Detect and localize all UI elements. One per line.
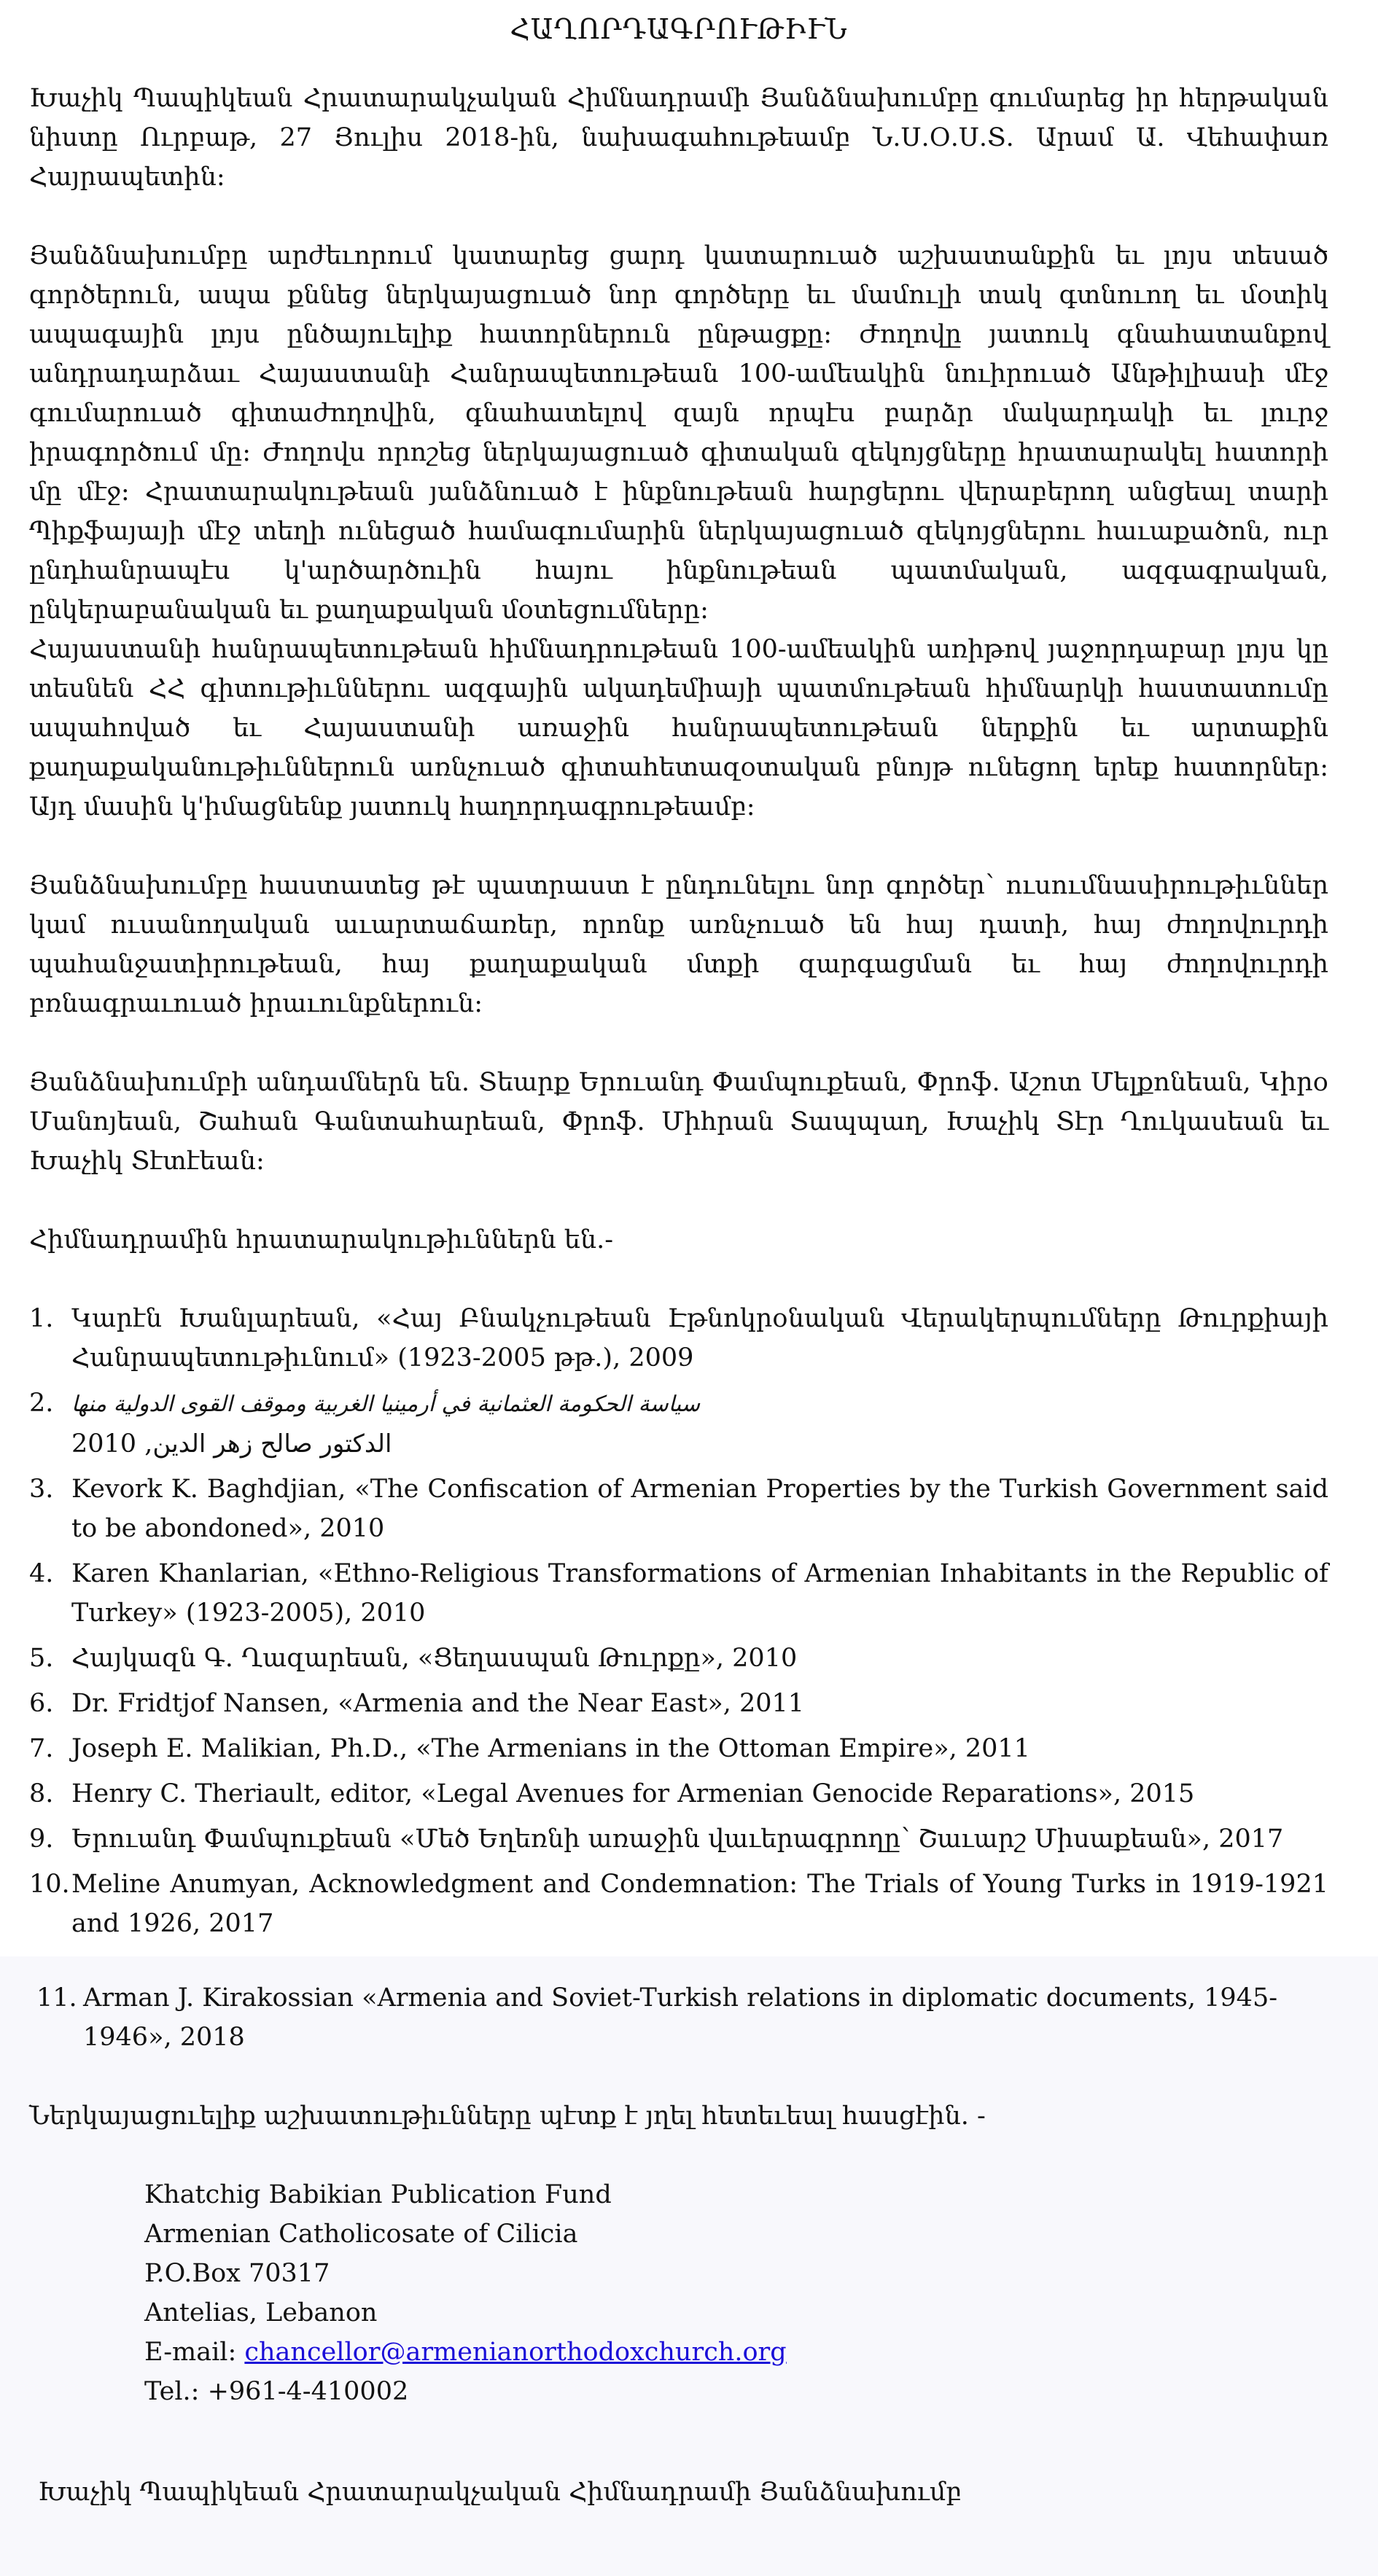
list-item <box>29 1774 1328 1814</box>
address-line-city: Antelias, Lebanon <box>144 2298 378 2327</box>
list-number: 5. <box>29 1644 54 1673</box>
list-number: 10. <box>29 1870 70 1899</box>
email-label: E-mail: <box>144 2338 245 2367</box>
signature: Խաչիկ Պապիկեան Հրատարակչական Հիմնադրամի Յանձնախումբ <box>38 2478 962 2507</box>
list-item <box>29 1639 1328 1678</box>
list-item <box>29 1554 1328 1633</box>
arabic-title: سياسة الحكومة العثمانية في أرمينيا الغربية وموقف القوى الدولية منها <box>71 1392 701 1417</box>
list-item <box>29 1299 1328 1378</box>
list-number: 3. <box>29 1475 54 1504</box>
paragraph-evaluation: Յանձնախումբը արժեւորում կատարեց ցարդ կատարուած աշխատանքին եւ լոյս տեսած գործերուն, ապա քննեց ներկայացուած նոր գործերը եւ մամուլի տակ գտնուող եւ մօտիկ ապագային լոյս ընծայուելիք հատորներուն ընթացքը: Ժողովը յատուկ գնահատանքով անդրադարձաւ Հայաստանի Հանրապետութեան 100-ամեակին նուիրուած Անթիլիասի մէջ գումարուած գիտաժողովին, գնահատելով զայն որպէս բարձր մակարդակի եւ լուրջ իրագործում մը: Ժողովս որոշեց ներկայացուած գիտական զեկոյցները հրատարակել հատորի մը մէջ: Հրատարակութեան յանձնուած է ինքնութեան հարցերու վերաբերող անցեալ տարի Պիքֆայայի մէջ տեղի ունեցած համագումարին ներկայացուած զեկոյցներու հաւաքածոն, ուր ընդհանրապէս կ'արծարծուին հայու ինքնութեան պատմական, ազգագրական, ընկերաբանական եւ քաղաքական մօտեցումները: <box>29 241 1328 625</box>
list-number: 9. <box>29 1824 54 1854</box>
list-text: Karen Khanlarian, «Ethno-Religious Transformations of Armenian Inhabitants in the Republic of Turkey» (1923-2005), 2010 <box>71 1559 1328 1628</box>
list-item <box>29 1470 1328 1548</box>
list-text: Երուանդ Փամպուքեան «Մեծ Եղեռնի առաջին վաւերագրողը՝ Շաւարշ Միսաքեան», 2017 <box>71 1824 1284 1854</box>
paragraph-new-works: Յանձնախումբը հաստատեց թէ պատրաստ է ընդունելու նոր գործեր՝ ուսումնասիրութիւններ կամ ուսանողական աւարտաճառեր, որոնք առնչուած են հայ դատի, հայ ժողովուրդի պահանջատիրութեան, հայ քաղաքական մտքի զարգացման եւ հայ ժողովուրդի բռնագրաւուած իրաւունքներուն: <box>29 871 1328 1018</box>
email-row <box>144 2333 1328 2372</box>
publications-heading: Հիմնադրամին հրատարակութիւններն են.- <box>29 1225 614 1254</box>
address-line-fund: Khatchig Babikian Publication Fund <box>144 2180 612 2209</box>
list-text: Կարէն Խանլարեան, «Հայ Բնակչութեան Էթնոկրօնական Վերակերպումները Թուրքիայի Հանրապետութիւնում» (1923-2005 թթ.), 2009 <box>71 1304 1328 1373</box>
address-line-pobox: P.O.Box 70317 <box>144 2259 330 2288</box>
list-number: 11. <box>36 1983 77 2013</box>
list-text: Meline Anumyan, Acknowledgment and Condemnation: The Trials of Young Turks in 1919-1921 and 1926, 2017 <box>71 1870 1328 1938</box>
paragraph-anniversary: Հայաստանի հանրապետութեան հիմնադրութեան 100-ամեակին առիթով յաջորդաբար լոյս կը տեսնեն ՀՀ գիտութիւններու ազգային ակադեմիայի պատմութեան հիմնարկի հաստատումը ապահոված եւ Հայաստանի առաջին հանրապետութեան ներքին եւ արտաքին քաղաքականութիւններուն առնչուած գիտահետազօտական բնոյթ ունեցող երեք հատորներ: Այդ մասին կ'իմացնենք յատուկ հաղորդագրութեամբ: <box>29 635 1328 821</box>
email-link[interactable]: chancellor@armenianorthodoxchurch.org <box>244 2338 787 2367</box>
bottom-section <box>0 1956 1378 2576</box>
address-line-catholicosate: Armenian Catholicosate of Cilicia <box>144 2220 578 2249</box>
page-title: ՀԱՂՈՐԴԱԳՐՈՒԹԻՒՆ <box>510 13 848 45</box>
publications-list <box>29 1299 1328 1943</box>
list-item <box>29 1729 1328 1768</box>
postal-address <box>144 2175 1328 2411</box>
list-text: Henry C. Theriault, editor, «Legal Avenues for Armenian Genocide Reparations», 2015 <box>71 1779 1195 1808</box>
submission-note: Ներկայացուելիք աշխատութիւնները պէտք է յղել հետեւեալ հասցէին. - <box>29 2101 986 2131</box>
list-number: 1. <box>29 1304 54 1333</box>
list-item <box>36 1978 1328 2057</box>
list-text: Arman J. Kirakossian «Armenia and Soviet-Turkish relations in diplomatic documents, 1945-1946», 2018 <box>83 1983 1278 2052</box>
paragraph-members: Յանձնախումբի անդամներն են. Տեարք Երուանդ Փամպուքեան, Փրոֆ. Աշոտ Մելքոնեան, Կիրօ Մանոյեան, Շահան Գանտահարեան, Փրոֆ. Միհրան Տապպաղ, Խաչիկ Տէր Ղուկասեան եւ Խաչիկ Տէտէեան: <box>29 1068 1328 1176</box>
list-number: 4. <box>29 1559 54 1588</box>
list-number: 7. <box>29 1734 54 1763</box>
list-number: 8. <box>29 1779 54 1808</box>
list-item <box>29 1684 1328 1723</box>
list-text: Kevork K. Baghdjian, «The Confiscation of Armenian Properties by the Turkish Government said to be abondoned», 2010 <box>71 1475 1328 1543</box>
paragraph-meeting: Խաչիկ Պապիկեան Հրատարակչական Հիմնադրամի Յանձնախումբը գումարեց իր հերթական նիստը Ուրբաթ, 27 Յուլիս 2018-ին, նախագահութեամբ Ն.Ս.Օ.Ս.Տ. Արամ Ա. Վեհափառ Հայրապետին: <box>29 84 1328 192</box>
list-item <box>29 1819 1328 1859</box>
list-text: Dr. Fridtjof Nansen, «Armenia and the Near East», 2011 <box>71 1689 805 1718</box>
list-text: Հայկազն Գ. Ղազարեան, «Ցեղասպան Թուրքը», 2010 <box>71 1644 798 1673</box>
list-text: Joseph E. Malikian, Ph.D., «The Armenians in the Ottoman Empire», 2011 <box>71 1734 1030 1763</box>
list-number: 2. <box>29 1389 54 1418</box>
list-item <box>29 1383 1328 1464</box>
arabic-author: الدكتور صالح زهر الدين <box>152 1429 392 1459</box>
telephone: Tel.: +961-4-410002 <box>144 2377 409 2406</box>
list-number: 6. <box>29 1689 54 1718</box>
list-text: سياسة الحكومة العثمانية في أرمينيا الغربية وموقف القوى الدولية منها الدكتور صالح زهر الدين, 2010 <box>71 1392 701 1459</box>
publication-year: 2010 <box>71 1429 137 1459</box>
list-item <box>29 1865 1328 1943</box>
